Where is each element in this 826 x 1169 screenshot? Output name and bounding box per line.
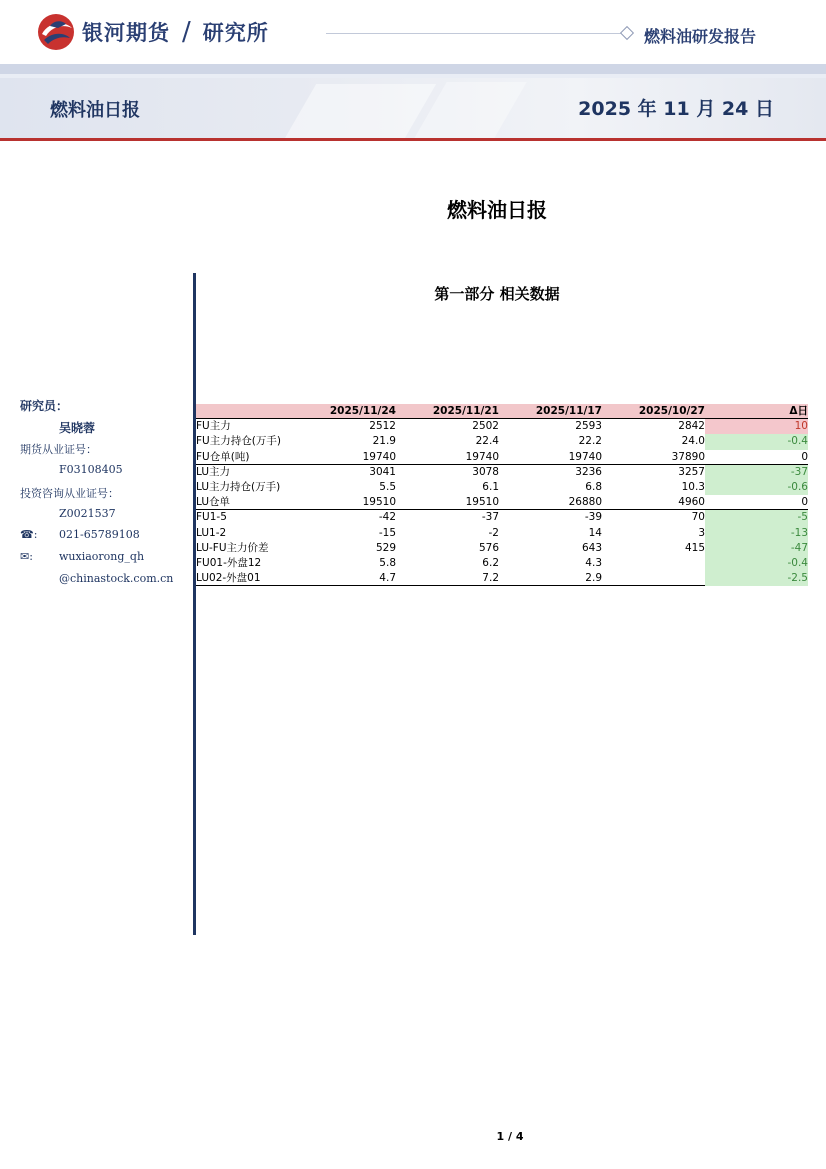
phone-number[interactable]: 021-65789108	[59, 528, 140, 541]
header-cell: 2025/11/24	[329, 405, 396, 417]
value-cell: 26880	[568, 496, 602, 509]
table-row	[196, 419, 808, 434]
value-cell: -2	[488, 526, 499, 539]
row-label: LU主力	[196, 465, 231, 478]
row-label: FU1-5	[196, 511, 227, 524]
value-cell: 6.2	[482, 556, 499, 569]
value-cell: 6.1	[482, 480, 499, 493]
change-cell: -0.4	[705, 556, 808, 571]
value-cell: 10.3	[681, 480, 705, 493]
table-row	[196, 541, 808, 556]
email-user[interactable]: wuxiaorong_qh	[59, 550, 145, 563]
header-cell: Δ日	[789, 405, 808, 417]
value-cell: 2.9	[585, 572, 602, 585]
value-cell: -42	[378, 511, 396, 524]
researcher-name: 吴晓蓉	[59, 421, 96, 435]
value-cell	[602, 571, 705, 586]
advisory-cert-label: 投资咨询从业证号：	[20, 487, 119, 500]
change-cell: -37	[705, 465, 808, 480]
header-rule	[326, 33, 622, 34]
report-type: 燃料油研发报告	[644, 27, 757, 46]
banner-title: 燃料油日报	[50, 100, 140, 121]
researcher-label: 研究员：	[20, 399, 69, 413]
change-cell: 10	[705, 419, 808, 434]
banner-stripe	[0, 64, 826, 74]
value-cell: 3	[698, 526, 705, 539]
table-row	[196, 510, 808, 525]
value-cell: 5.5	[379, 480, 396, 493]
change-cell: -47	[705, 541, 808, 556]
value-cell: 37890	[671, 450, 705, 463]
change-cell: -5	[705, 510, 808, 525]
header-cell: 2025/11/21	[432, 405, 499, 417]
table-row	[196, 495, 808, 510]
value-cell: 22.2	[578, 435, 602, 448]
value-cell: 6.8	[585, 480, 602, 493]
value-cell: 19740	[465, 450, 499, 463]
value-cell: 415	[684, 541, 705, 554]
advisory-cert-number: Z0021537	[59, 507, 116, 520]
value-cell: 19740	[568, 450, 602, 463]
phone-icon: ☎:	[20, 528, 38, 541]
value-cell: 2502	[472, 420, 499, 433]
table-row	[196, 465, 808, 480]
value-cell: 529	[375, 541, 396, 554]
email-domain[interactable]: @chinastock.com.cn	[59, 572, 174, 585]
value-cell: 2512	[369, 420, 396, 433]
value-cell: 3041	[369, 465, 396, 478]
header-cell	[196, 404, 306, 419]
row-label: FU仓单(吨)	[196, 450, 250, 463]
value-cell: 19740	[362, 450, 396, 463]
value-cell: 14	[588, 526, 602, 539]
table-row	[196, 571, 808, 586]
diamond-icon	[620, 26, 634, 40]
change-cell: 0	[801, 450, 808, 463]
table-row	[196, 526, 808, 541]
report-date: 2025 年 11 月 24 日	[578, 98, 774, 120]
banner-stripe-light	[0, 74, 826, 78]
row-label: LU02-外盘01	[196, 572, 261, 585]
row-label: FU01-外盘12	[196, 556, 262, 569]
row-label: LU主力持仓(万手)	[196, 480, 281, 493]
table-row	[196, 480, 808, 495]
company-name: 银河期货	[82, 21, 170, 45]
value-cell: 3257	[678, 465, 705, 478]
change-cell: -0.6	[705, 480, 808, 495]
value-cell: 2842	[678, 420, 705, 433]
table-header-row	[196, 404, 808, 419]
column-divider	[193, 273, 196, 935]
futures-cert-number: F03108405	[59, 463, 123, 476]
table-row	[196, 450, 808, 465]
banner-red-rule	[0, 138, 826, 141]
change-cell: -0.4	[705, 434, 808, 449]
value-cell: 7.2	[482, 572, 499, 585]
logo-divider: /	[182, 17, 191, 47]
galaxy-logo-icon	[36, 12, 76, 52]
value-cell: -37	[481, 511, 499, 524]
row-label: LU1-2	[196, 526, 227, 539]
value-cell: -39	[584, 511, 602, 524]
header-cell: 2025/11/17	[535, 405, 602, 417]
banner-decoration	[284, 84, 436, 140]
value-cell: 3078	[472, 465, 499, 478]
value-cell: 4.3	[585, 556, 602, 569]
value-cell: 4.7	[379, 572, 396, 585]
value-cell: 576	[478, 541, 499, 554]
change-cell: 0	[801, 496, 808, 509]
value-cell: -15	[378, 526, 396, 539]
value-cell: 2593	[575, 420, 602, 433]
value-cell: 5.8	[379, 556, 396, 569]
section-heading: 第一部分 相关数据	[434, 285, 560, 303]
page-number: 1 / 4	[496, 1130, 524, 1143]
value-cell: 24.0	[681, 435, 705, 448]
value-cell: 3236	[575, 465, 602, 478]
change-cell: -13	[705, 526, 808, 541]
page-title: 燃料油日报	[447, 198, 547, 222]
data-table	[196, 404, 808, 586]
value-cell: 21.9	[372, 435, 396, 448]
value-cell: 4960	[678, 496, 705, 509]
futures-cert-label: 期货从业证号：	[20, 443, 97, 456]
value-cell: 643	[581, 541, 602, 554]
row-label: FU主力	[196, 420, 231, 433]
title-banner	[0, 64, 826, 140]
value-cell: 22.4	[475, 435, 499, 448]
email-icon: ✉:	[20, 550, 33, 563]
change-cell: -2.5	[705, 571, 808, 586]
row-label: LU仓单	[196, 496, 231, 509]
row-label: FU主力持仓(万手)	[196, 435, 281, 448]
value-cell: 70	[691, 511, 705, 524]
value-cell: 19510	[362, 496, 396, 509]
table-row	[196, 556, 808, 571]
value-cell	[602, 556, 705, 571]
row-label: LU-FU主力价差	[196, 541, 269, 554]
header-cell: 2025/10/27	[638, 405, 705, 417]
table-row	[196, 434, 808, 449]
institute-name: 研究所	[202, 21, 269, 45]
value-cell: 19510	[465, 496, 499, 509]
company-logo	[36, 12, 269, 52]
